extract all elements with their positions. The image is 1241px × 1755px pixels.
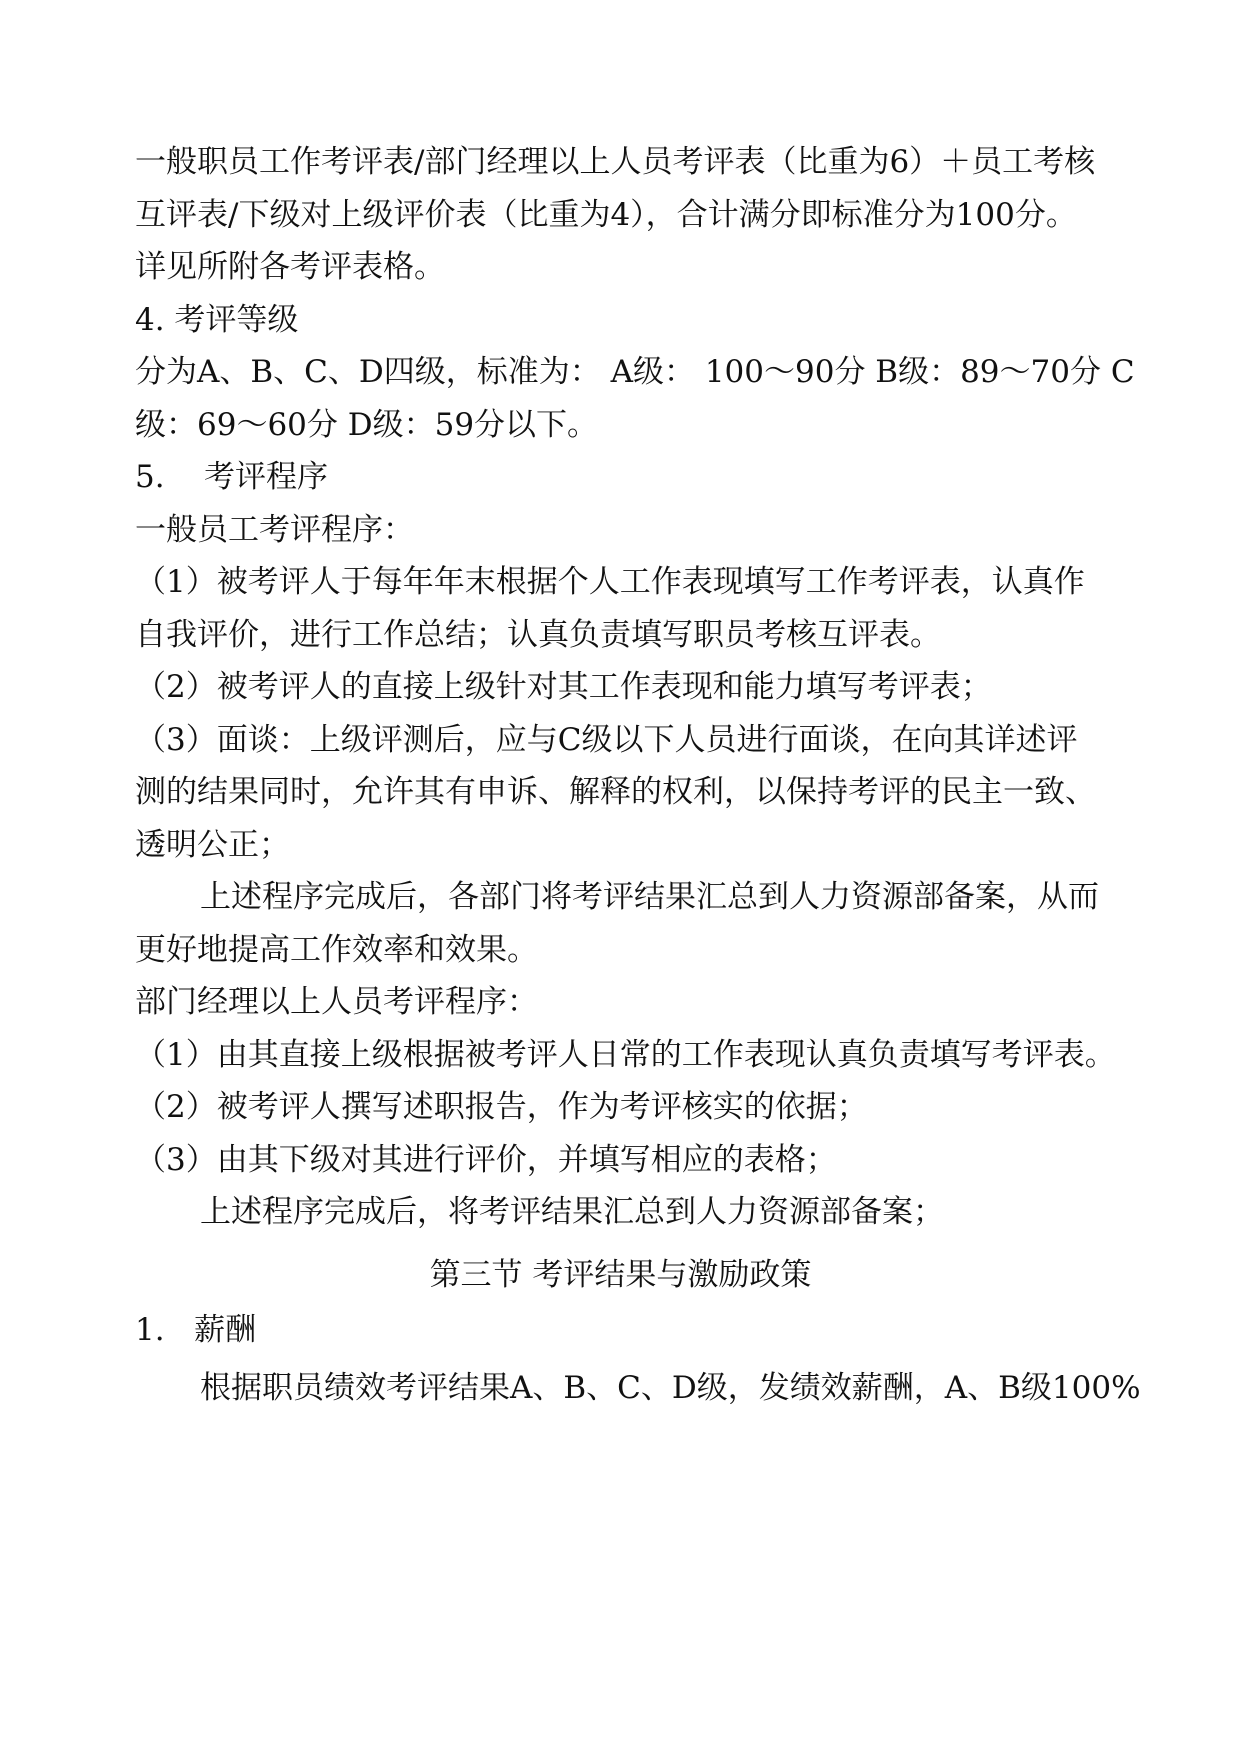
paragraph-line: 一般职员工作考评表/部门经理以上人员考评表（比重为6）＋员工考核 <box>135 144 1096 180</box>
list-item: （2）被考评人撰写述职报告，作为考评核实的依据； <box>135 1089 868 1125</box>
paragraph-line: 上述程序完成后，各部门将考评结果汇总到人力资源部备案，从而 <box>200 879 1099 915</box>
paragraph-line: 详见所附各考评表格。 <box>135 249 445 285</box>
paragraph-line: 根据职员绩效考评结果A、B、C、D级，发绩效薪酬，A、B级100% <box>200 1370 1141 1406</box>
section-heading: 5. 考评程序 <box>135 459 328 495</box>
section-title: 第三节 考评结果与激励政策 <box>429 1257 812 1293</box>
paragraph-line: 一般员工考评程序： <box>135 512 414 548</box>
paragraph-line: 测的结果同时，允许其有申诉、解释的权利，以保持考评的民主一致、 <box>135 774 1096 810</box>
section-heading: 1. 薪酬 <box>135 1312 257 1348</box>
paragraph-line: 自我评价，进行工作总结；认真负责填写职员考核互评表。 <box>135 617 941 653</box>
paragraph-line: 更好地提高工作效率和效果。 <box>135 932 538 968</box>
list-item: （3）面谈：上级评测后，应与C级以下人员进行面谈，在向其详述评 <box>135 722 1078 758</box>
paragraph-line: 互评表/下级对上级评价表（比重为4），合计满分即标准分为100分。 <box>135 197 1077 233</box>
paragraph-line: 分为A、B、C、D四级，标准为： A级： 100～90分 B级：89～70分 C <box>135 354 1135 390</box>
list-item: （1）被考评人于每年年末根据个人工作表现填写工作考评表，认真作 <box>135 564 1085 600</box>
list-item: （3）由其下级对其进行评价，并填写相应的表格； <box>135 1142 837 1178</box>
paragraph-line: 级：69～60分 D级：59分以下。 <box>135 407 599 443</box>
list-item: （1）由其直接上级根据被考评人日常的工作表现认真负责填写考评表。 <box>135 1037 1116 1073</box>
section-heading: 4. 考评等级 <box>135 302 299 338</box>
paragraph-line: 部门经理以上人员考评程序： <box>135 984 538 1020</box>
paragraph-line: 透明公正； <box>135 827 290 863</box>
paragraph-line: 上述程序完成后，将考评结果汇总到人力资源部备案； <box>200 1194 944 1230</box>
list-item: （2）被考评人的直接上级针对其工作表现和能力填写考评表； <box>135 669 992 705</box>
